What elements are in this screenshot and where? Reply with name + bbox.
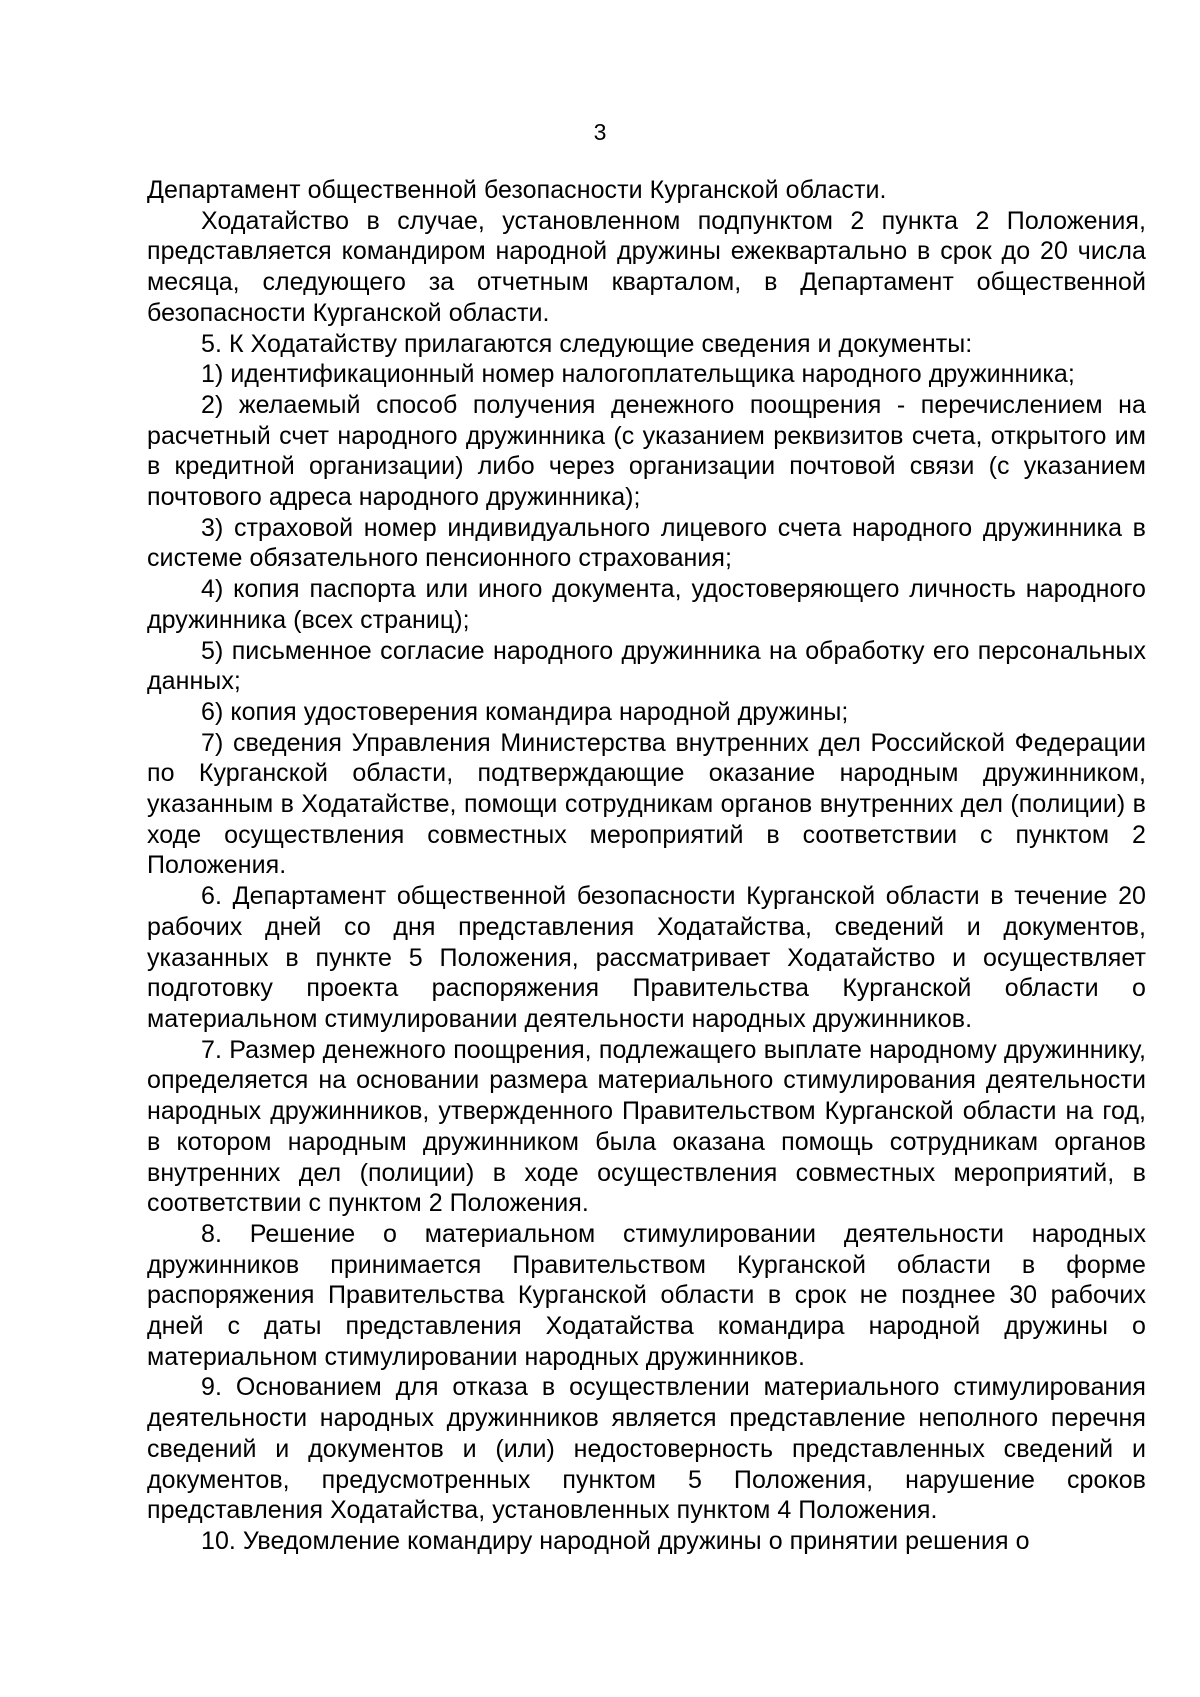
paragraph-petition-deadline: Ходатайство в случае, установленном подпунктом 2 пункта 2 Положения, представляется командиром народной дружины ежеквартально в срок до 20 числа месяца, следующего за отчетным кварталом, в Департамент общественной безопасности Курганской области. — [147, 206, 1146, 327]
paragraph-subitem-4: 4) копия паспорта или иного документа, удостоверяющего личность народного дружинника (всех страниц); — [147, 575, 1146, 634]
paragraph-item-5: 5. К Ходатайству прилагаются следующие сведения и документы: — [201, 329, 973, 358]
paragraph-item-9: 9. Основанием для отказа в осуществлении материального стимулирования деятельности народных дружинников является представление неполного перечня сведений и документов и (или) недостоверность представленных сведений и документов, предусмотренных пунктом 5 Положения, нарушение сроков представления Ходатайства, установленных пунктом 4 Положения. — [147, 1373, 1146, 1525]
paragraph-subitem-3: 3) страховой номер индивидуального лицевого счета народного дружинника в системе обязательного пенсионного страхования; — [147, 513, 1146, 573]
paragraph-item-10: 10. Уведомление командиру народной дружины о принятии решения о — [201, 1526, 1030, 1555]
paragraph-subitem-6: 6) копия удостоверения командира народной дружины; — [201, 697, 849, 726]
paragraph-item-6: 6. Департамент общественной безопасности Курганской области в течение 20 рабочих дней со дня представления Ходатайства, сведений и документов, указанных в пункте 5 Положения, рассматривает Ходатайство и осуществляет подготовку проекта распоряжения Правительства Курганской области о материальном стимулировании деятельности народных дружинников. — [147, 882, 1146, 1033]
paragraph-subitem-7: 7) сведения Управления Министерства внутренних дел Российской Федерации по Курганской области, подтверждающие оказание народным дружинником, указанным в Ходатайстве, помощи сотрудникам органов внутренних дел (полиции) в ходе осуществления совместных мероприятий в соответствии с пунктом 2 Положения. — [147, 728, 1146, 880]
paragraph-continuation: Департамент общественной безопасности Курганской области. — [147, 176, 887, 204]
paragraph-subitem-2: 2) желаемый способ получения денежного поощрения - перечислением на расчетный счет народного дружинника (с указанием реквизитов счета, открытого им в кредитной организации) либо через организации почтовой связи (с указанием почтового адреса народного дружинника); — [147, 390, 1146, 512]
paragraph-subitem-5: 5) письменное согласие народного дружинника на обработку его персональных данных; — [147, 636, 1146, 696]
page-number: 3 — [593, 119, 607, 145]
paragraph-item-7: 7. Размер денежного поощрения, подлежащего выплате народному дружиннику, определяется на основании размера материального стимулирования деятельности народных дружинников, утвержденного Правительством Курганской области на год, в котором народным дружинником была оказана помощь сотрудникам органов внутренних дел (полиции) в ходе осуществления совместных мероприятий, в соответствии с пунктом 2 Положения. — [147, 1035, 1146, 1218]
document-body — [147, 175, 1146, 1557]
paragraph-item-8: 8. Решение о материальном стимулировании деятельности народных дружинников принимается Правительством Курганской области в форме распоряжения Правительства Курганской области в срок не позднее 30 рабочих дней с даты представления Ходатайства командира народной дружины о материальном стимулировании народных дружинников. — [147, 1219, 1146, 1371]
paragraph-subitem-1: 1) идентификационный номер налогоплательщика народного дружинника; — [201, 360, 1075, 389]
